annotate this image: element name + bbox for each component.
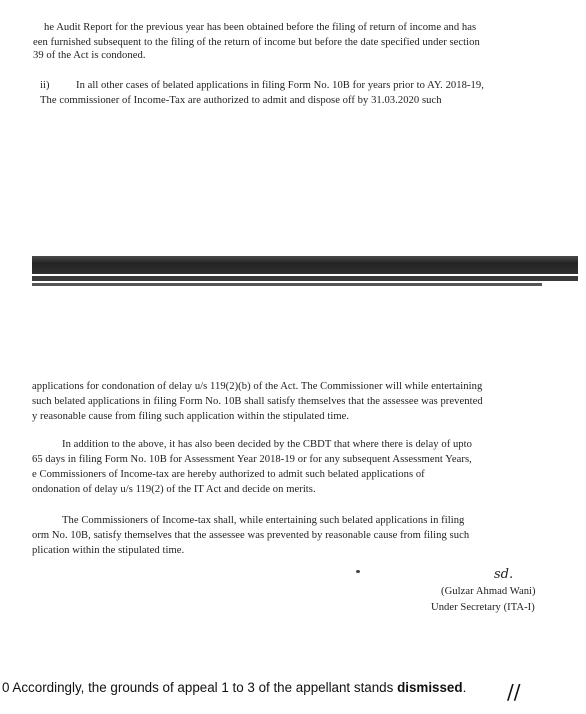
footer-line [2,680,466,695]
footer-suffix: . [462,680,467,695]
clause-line-1: In all other cases of belated applications in filing Form No. 10B for years prior to AY. 2018-19, [76,80,484,91]
footer-bold-word: dismissed [397,680,463,695]
top-paragraph-line-2: een furnished subsequent to the filing of the return of income but before the date specified under section [33,37,480,48]
handwritten-slash-mark: // [507,680,521,704]
addition-line-4: ondonation of delay u/s 119(2) of the IT Act and decide on merits. [32,484,316,495]
signatory-name: (Gulzar Ahmad Wani) [441,586,536,597]
clause-number: ii) [40,80,50,91]
redaction-band [32,276,578,281]
signature-mark: sd. [494,567,514,582]
footer-text: 0 Accordingly, the grounds of appeal 1 to 3 of the appellant stands [2,680,398,695]
commissioners-line-1: The Commissioners of Income-tax shall, while entertaining such belated applications in filing [62,515,465,526]
top-paragraph-line-1: he Audit Report for the previous year has been obtained before the filing of return of income and has [44,22,477,33]
signatory-designation: Under Secretary (ITA-I) [431,602,535,613]
clause-line-2: The commissioner of Income-Tax are authorized to admit and dispose off by 31.03.2020 such [40,95,442,106]
redaction-band [32,283,542,286]
addition-line-2: 65 days in filing Form No. 10B for Assessment Year 2018-19 or for any subsequent Assessment Years, [32,454,472,465]
redaction-band [32,256,578,274]
continued-line-3: y reasonable cause from filing such application within the stipulated time. [32,411,350,422]
top-paragraph-line-3: 39 of the Act is condoned. [33,50,146,61]
commissioners-line-2: orm No. 10B, satisfy themselves that the assessee was prevented by reasonable cause from filing such [32,530,470,541]
continued-line-2: such belated applications in filing Form No. 10B shall satisfy themselves that the assessee was prevented [32,396,483,407]
commissioners-line-3: plication within the stipulated time. [32,545,185,556]
continued-line-1: applications for condonation of delay u/s 119(2)(b) of the Act. The Commissioner will while entertaining [32,381,483,392]
addition-line-3: e Commissioners of Income-tax are hereby authorized to admit such belated applications of [32,469,425,480]
scan-dot [356,570,360,573]
addition-line-1: In addition to the above, it has also been decided by the CBDT that where there is delay of upto [62,439,472,450]
